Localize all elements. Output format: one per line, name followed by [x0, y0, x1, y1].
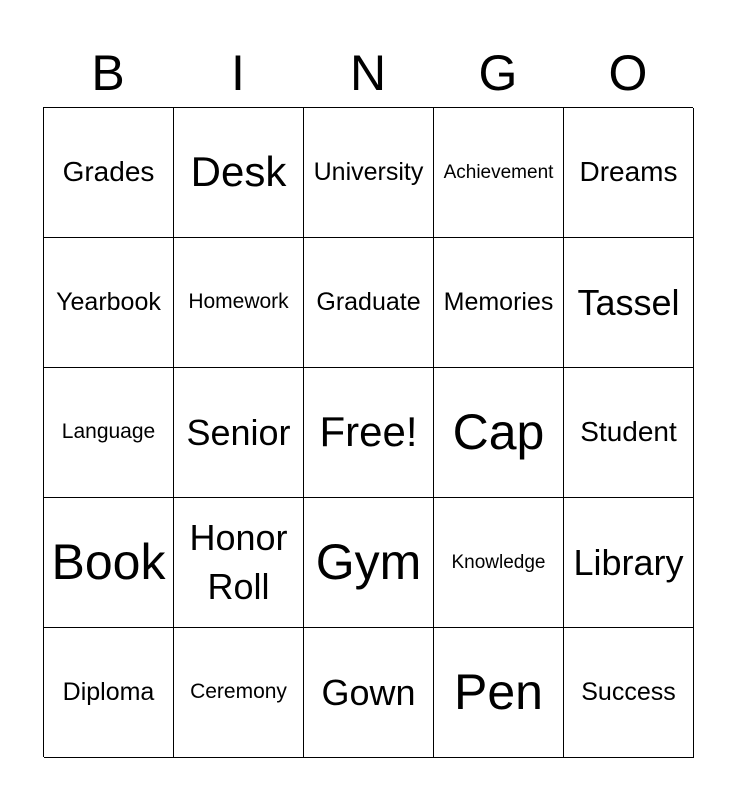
header-letter-n: N [349, 45, 387, 101]
bingo-cell[interactable] [44, 368, 174, 498]
bingo-cell[interactable] [564, 368, 694, 498]
header-letter-i: I [231, 45, 245, 101]
free-space-cell[interactable] [304, 368, 434, 498]
bingo-cell[interactable] [174, 368, 304, 498]
bingo-cell[interactable] [564, 108, 694, 238]
cell-label: Homework [188, 290, 289, 314]
header-letter-b: B [91, 45, 125, 101]
cell-label: Memories [443, 288, 554, 317]
cell-label: Honor Roll [189, 516, 288, 607]
bingo-cell[interactable] [434, 108, 564, 238]
cell-label: Gown [321, 671, 416, 713]
bingo-cell[interactable] [174, 108, 304, 238]
cell-label: Grades [62, 156, 155, 188]
cell-label: Knowledge [451, 551, 546, 573]
bingo-cell[interactable] [434, 368, 564, 498]
cell-label: Ceremony [190, 680, 287, 704]
bingo-header [43, 40, 693, 106]
cell-label: Yearbook [56, 288, 161, 317]
bingo-board [43, 107, 693, 757]
cell-label: Dreams [579, 156, 678, 188]
cell-label: Diploma [62, 678, 155, 707]
bingo-cell[interactable] [44, 108, 174, 238]
cell-label: University [313, 158, 424, 187]
bingo-cell[interactable] [304, 238, 434, 368]
cell-label: Student [580, 416, 677, 448]
cell-label: Desk [190, 148, 287, 196]
cell-label: Graduate [316, 288, 421, 317]
cell-label: Pen [454, 663, 543, 720]
cell-label: Book [51, 533, 166, 590]
cell-label: Senior [186, 411, 291, 453]
cell-label: Gym [315, 533, 422, 590]
bingo-cell[interactable] [304, 108, 434, 238]
bingo-cell[interactable] [304, 498, 434, 628]
bingo-cell[interactable] [304, 628, 434, 758]
bingo-cell[interactable] [434, 238, 564, 368]
bingo-cell[interactable] [434, 498, 564, 628]
bingo-cell[interactable] [174, 498, 304, 628]
bingo-cell[interactable] [174, 238, 304, 368]
cell-label: Language [61, 420, 156, 444]
cell-label: Success [581, 678, 676, 707]
bingo-cell[interactable] [564, 628, 694, 758]
header-letter-o: O [608, 45, 648, 101]
bingo-cell[interactable] [564, 498, 694, 628]
header-letter-g: G [478, 45, 518, 101]
cell-label: Achievement [443, 161, 554, 183]
cell-label: Library [573, 541, 684, 583]
bingo-cell[interactable] [44, 498, 174, 628]
bingo-cell[interactable] [564, 238, 694, 368]
cell-label: Free! [319, 408, 418, 456]
bingo-cell[interactable] [174, 628, 304, 758]
cell-label: Cap [452, 403, 545, 460]
bingo-cell[interactable] [44, 238, 174, 368]
bingo-cell[interactable] [44, 628, 174, 758]
cell-label: Tassel [577, 281, 680, 323]
bingo-cell[interactable] [434, 628, 564, 758]
